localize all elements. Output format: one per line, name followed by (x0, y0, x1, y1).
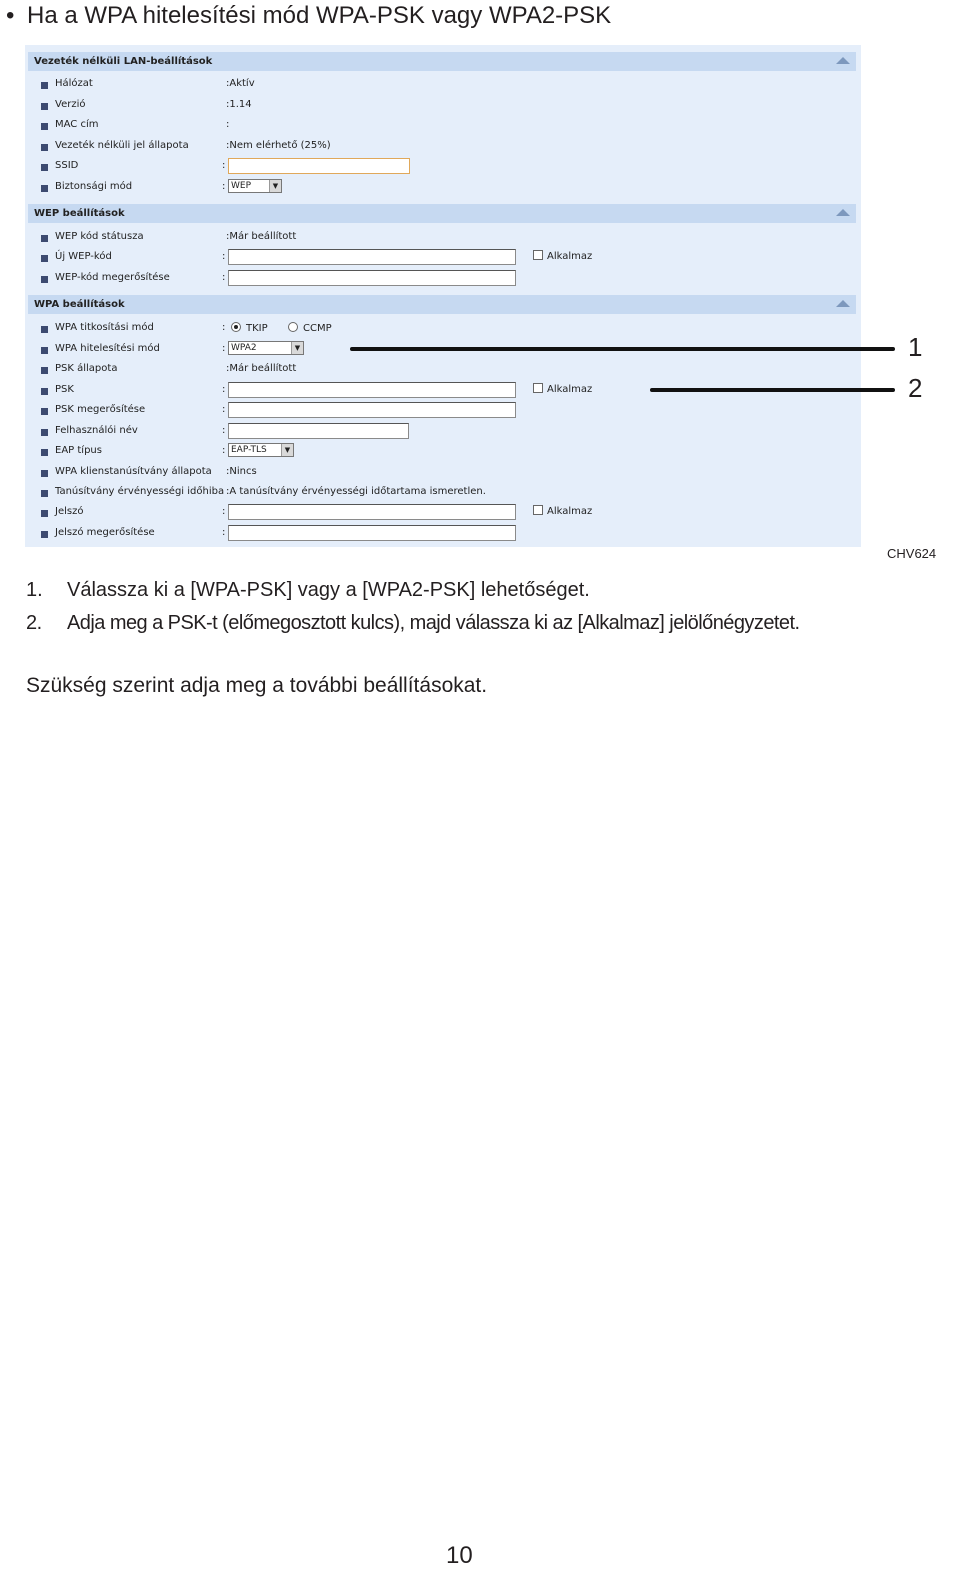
field-label: Biztonsági mód (55, 181, 133, 192)
field-value: :Aktív (226, 78, 255, 89)
field-colon: : (222, 272, 226, 283)
radio-selected-icon[interactable] (231, 322, 241, 332)
field-colon: : (222, 445, 226, 456)
field-label: Hálózat (55, 78, 93, 89)
tkip-radio[interactable] (231, 322, 268, 334)
bullet-square-icon (41, 164, 48, 171)
collapse-arrow-icon[interactable] (836, 300, 850, 307)
ssid-input[interactable] (228, 158, 410, 174)
collapse-arrow-icon[interactable] (836, 209, 850, 216)
field-label: EAP típus (55, 445, 102, 456)
section-title: WEP beállítások (34, 208, 125, 219)
security-mode-select[interactable] (228, 179, 282, 193)
row-psk-status (39, 361, 849, 379)
row-psk-confirm (39, 402, 849, 420)
wpa-section-header[interactable] (28, 295, 856, 314)
field-label: WEP-kód megerősítése (55, 272, 170, 283)
field-label: Jelszó (55, 506, 84, 517)
callout-number-1: 1 (908, 332, 923, 362)
bullet-square-icon (41, 408, 48, 415)
step-number: 1. (26, 579, 43, 601)
field-label: Vezeték nélküli jel állapota (55, 140, 189, 151)
field-label: Felhasználói név (55, 425, 138, 436)
bullet-square-icon (41, 255, 48, 262)
bullet: • (6, 2, 15, 29)
bullet-square-icon (41, 531, 48, 538)
figure-code: CHV624 (887, 546, 937, 561)
settings-screenshot (25, 45, 861, 547)
bullet-square-icon (41, 276, 48, 283)
row-ssid (39, 158, 849, 176)
field-colon: : (222, 322, 226, 333)
password-apply-checkbox[interactable] (533, 505, 592, 517)
field-label: Jelszó megerősítése (55, 527, 155, 538)
chevron-down-icon[interactable]: ▼ (269, 180, 281, 192)
field-label: Új WEP-kód (55, 251, 112, 262)
section-title: Vezeték nélküli LAN-beállítások (34, 56, 213, 67)
field-label: PSK állapota (55, 363, 118, 374)
checkbox-label: Alkalmaz (547, 384, 593, 395)
bullet-square-icon (41, 429, 48, 436)
note-text: Szükség szerint adja meg a további beállításokat. (26, 674, 488, 697)
row-wep-key-confirm (39, 270, 849, 288)
step-1 (26, 579, 590, 602)
field-colon: : (222, 527, 226, 538)
field-colon: : (222, 425, 226, 436)
field-label: WPA titkosítási mód (55, 322, 154, 333)
field-label: SSID (55, 160, 79, 171)
field-label: WEP kód státusza (55, 231, 144, 242)
psk-input[interactable] (228, 382, 516, 398)
row-password (39, 504, 849, 522)
select-value: WEP (231, 181, 252, 191)
callout-number-2: 2 (908, 373, 923, 403)
psk-confirm-input[interactable] (228, 402, 516, 418)
field-colon: : (222, 384, 226, 395)
field-label: MAC cím (55, 119, 99, 130)
wireless-lan-section-header[interactable] (28, 52, 856, 71)
radio-unselected-icon[interactable] (288, 322, 298, 332)
bullet-square-icon (41, 449, 48, 456)
field-colon: : (222, 160, 226, 171)
field-value: :1.14 (226, 99, 252, 110)
row-wep-key-status (39, 229, 849, 247)
chevron-down-icon[interactable]: ▼ (281, 444, 293, 456)
row-signal-status (39, 138, 849, 156)
field-value: :Már beállított (226, 363, 297, 374)
password-confirm-input[interactable] (228, 525, 516, 541)
password-input[interactable] (228, 504, 516, 520)
step-2 (26, 612, 799, 635)
bullet-square-icon (41, 367, 48, 374)
row-wpa-encryption-mode (39, 320, 849, 338)
field-label: Tanúsítvány érvényességi időhiba (55, 486, 225, 497)
ccmp-radio[interactable] (288, 322, 332, 334)
field-colon: : (222, 251, 226, 262)
row-eap-type (39, 443, 849, 461)
bullet-square-icon (41, 510, 48, 517)
row-client-cert-status (39, 464, 849, 482)
field-colon: : (222, 506, 226, 517)
wpa-auth-mode-select[interactable] (228, 341, 304, 355)
checkbox-label: Alkalmaz (547, 506, 593, 517)
bullet-square-icon (41, 123, 48, 130)
field-value: :Nincs (226, 466, 257, 477)
collapse-arrow-icon[interactable] (836, 57, 850, 64)
username-input[interactable] (228, 423, 409, 439)
wep-key-confirm-input[interactable] (228, 270, 516, 286)
row-username (39, 423, 849, 441)
field-label: PSK (55, 384, 74, 395)
eap-type-select[interactable] (228, 443, 294, 457)
bullet-square-icon (41, 103, 48, 110)
field-label: Verzió (55, 99, 86, 110)
field-label: WPA hitelesítési mód (55, 343, 160, 354)
psk-apply-checkbox[interactable] (533, 383, 592, 395)
field-label: PSK megerősítése (55, 404, 146, 415)
field-colon: : (222, 404, 226, 415)
select-value: EAP-TLS (231, 445, 267, 455)
field-label: WPA klienstanúsítvány állapota (55, 466, 212, 477)
bullet-square-icon (41, 235, 48, 242)
checkbox-icon[interactable] (533, 505, 543, 515)
select-value: WPA2 (231, 343, 257, 353)
field-value: :Nem elérhető (25%) (226, 140, 331, 151)
bullet-square-icon (41, 388, 48, 395)
row-cert-validity-error (39, 484, 849, 502)
chevron-down-icon[interactable]: ▼ (291, 342, 303, 354)
callout-line-1 (350, 347, 895, 351)
checkbox-label: Alkalmaz (547, 251, 593, 262)
callout-line-2 (650, 388, 895, 392)
step-text: Adja meg a PSK-t (előmegosztott kulcs), majd válassza ki az [Alkalmaz] jelölőnégyzetet. (67, 612, 800, 634)
radio-label: CCMP (303, 323, 332, 334)
bullet-square-icon (41, 347, 48, 354)
field-value: : (226, 119, 230, 130)
bullet-square-icon (41, 326, 48, 333)
bullet-square-icon (41, 185, 48, 192)
bullet-square-icon (41, 490, 48, 497)
row-new-wep-key (39, 249, 849, 267)
radio-label: TKIP (246, 323, 268, 334)
page-number: 10 (446, 1542, 473, 1569)
step-number: 2. (26, 612, 42, 634)
step-text: Válassza ki a [WPA-PSK] vagy a [WPA2-PSK] lehetőséget. (67, 579, 590, 601)
bullet-square-icon (41, 470, 48, 477)
section-title: WPA beállítások (34, 299, 125, 310)
heading-text: Ha a WPA hitelesítési mód WPA-PSK vagy WPA2-PSK (27, 2, 612, 29)
apply-checkbox[interactable] (533, 250, 592, 262)
bullet-square-icon (41, 82, 48, 89)
field-colon: : (222, 181, 226, 192)
new-wep-key-input[interactable] (228, 249, 516, 265)
section-heading (6, 2, 611, 30)
field-colon: : (222, 343, 226, 354)
row-security-mode (39, 179, 849, 197)
row-version (39, 97, 849, 115)
row-mac-address (39, 117, 849, 135)
checkbox-icon[interactable] (533, 250, 543, 260)
field-value: :Már beállított (226, 231, 297, 242)
row-network (39, 76, 849, 94)
wep-section-header[interactable] (28, 204, 856, 223)
checkbox-icon[interactable] (533, 383, 543, 393)
bullet-square-icon (41, 144, 48, 151)
field-value: :A tanúsítvány érvényességi időtartama ismeretlen. (226, 486, 486, 497)
row-password-confirm (39, 525, 849, 543)
